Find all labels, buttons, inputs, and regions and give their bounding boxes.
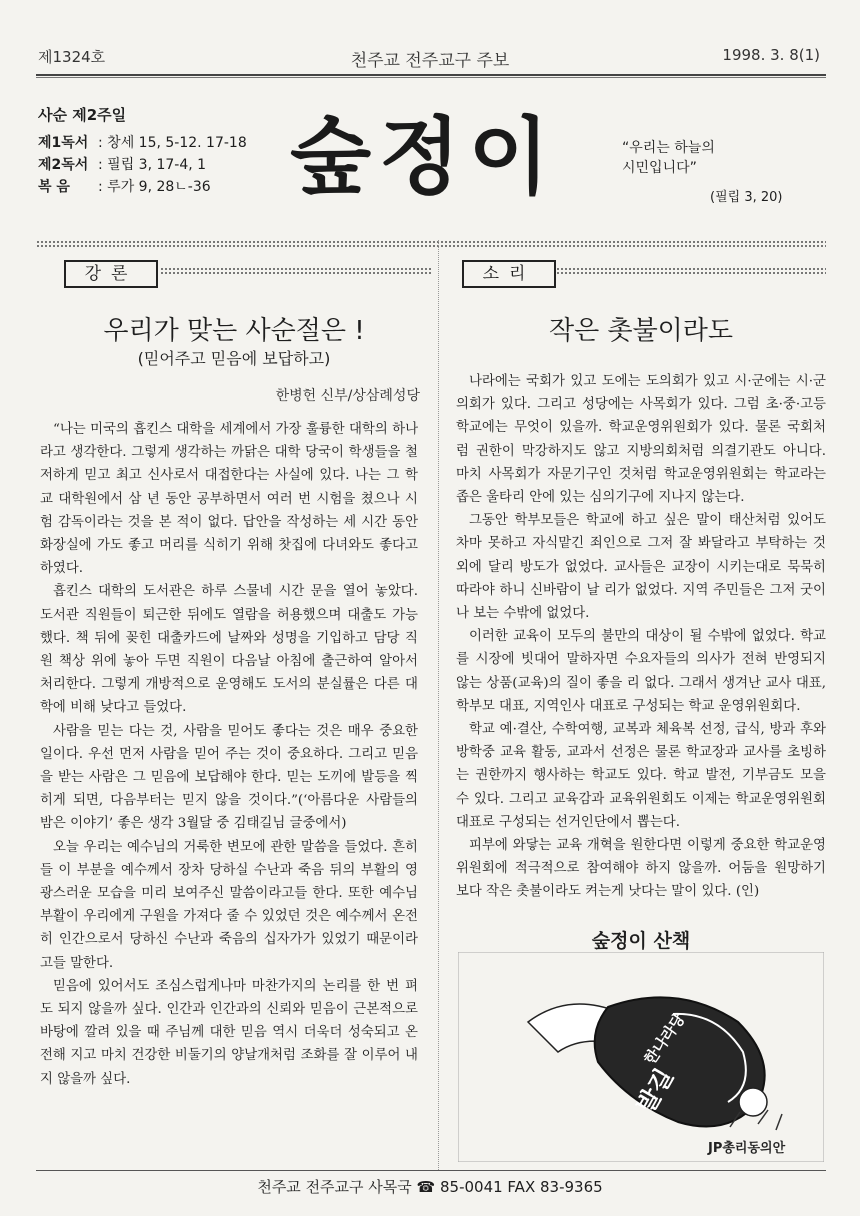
footer-rule xyxy=(36,1170,826,1171)
footer-contact: 천주교 전주교구 사목국 ☎ 85-0041 FAX 83-9365 xyxy=(257,1178,603,1196)
voice-title: 작은 촛불이라도 xyxy=(548,316,734,346)
homily-paragraph: 흡킨스 대학의 도서관은 하루 스물네 시간 문을 열어 놓았다. 도서관 직원들이 퇴근한 뒤에도 열람을 허용했으며 대출도 가능했다. 책 뒤에 꽂힌 대출카드에 날짜와 성명을 기입하고 담당 직원 책상 위에 놓아 두면 직원이 다음날 아침에 출근하여 알아서 처리한다. 그렇게 개방적으로 운영해도 도서의 분실률은 다른 대학에 비해 낮다고 들었다. xyxy=(40,584,418,716)
homily-title: 우리가 맞는 사순절은 ! xyxy=(103,316,365,346)
issue-date: 1998. 3. 8(1) xyxy=(722,46,820,64)
shoe-label: 한나라당 xyxy=(640,1010,689,1068)
left-tag-dots xyxy=(160,267,432,275)
gospel-label: 복 음 xyxy=(38,179,70,195)
second-reading-ref: : 필립 3, 17-4, 1 xyxy=(98,157,207,173)
homily-subtitle: (믿어주고 믿음에 보답하고) xyxy=(137,349,331,368)
section-tag-voice: 소리 xyxy=(462,260,556,288)
homily-paragraph: 사람을 믿는 다는 것, 사람을 믿어도 좋다는 것은 매우 중요한 일이다. 우선 먼저 사람을 믿어 주는 것이 중요하다. 그리고 믿음을 받는 사람은 그 믿음에 보답해야 한다. 믿는 도끼에 발등을 찍히게 되면, 다음부터는 믿지 않을 것이다.”(‘아름다운 사람들의 밤은 이야기’ 좋은 생각 3월달 중 김태길님 글중에서) xyxy=(40,723,418,832)
voice-body xyxy=(456,370,826,904)
masthead-title: 숲정이 xyxy=(290,108,558,206)
voice-paragraph: 피부에 와닿는 교육 개혁을 원한다면 이렇게 중요한 학교운영위원회에 적극적으로 참여해야 하지 않을까. 어둠을 원망하기 보다 작은 촛불이라도 켜는게 낫다는 말이 있다. (인) xyxy=(456,838,826,900)
right-tag-dots xyxy=(556,267,826,275)
sole-label: 발길 xyxy=(631,1063,679,1118)
cartoon-caption: JP총리동의안 xyxy=(708,1141,786,1156)
masthead-motto xyxy=(622,138,715,178)
homily-author: 한병헌 신부/상삼례성당 xyxy=(275,388,420,404)
first-reading-ref: : 창세 15, 5-12. 17-18 xyxy=(98,135,247,151)
homily-paragraph: 오늘 우리는 예수님의 거룩한 변모에 관한 말씀을 들었다. 흔히들 이 부분을 예수께서 장차 당하실 수난과 죽음 뒤의 부활의 영광스러운 모습을 미리 보여주신 말씀이라고들 한다. 또한 예수님 부활이 우리에게 구원을 가져다 줄 수 있었던 것은 예수께서 온전히 인간으로서 당하신 수난과 죽음의 십자가가 있었기 때문이라고들 말한다. xyxy=(40,839,418,971)
motto-line-2: 시민입니다” xyxy=(622,160,697,176)
first-reading xyxy=(38,132,247,154)
column-divider xyxy=(438,240,439,1170)
liturgical-week: 사순 제2주일 xyxy=(38,106,127,124)
publication-name: 천주교 전주교구 주보 xyxy=(350,51,510,71)
squashed-figure-head xyxy=(739,1088,767,1116)
voice-paragraph: 그동안 학부모들은 학교에 하고 싶은 말이 태산처럼 있어도 차마 못하고 자식맡긴 죄인으로 그저 잘 봐달라고 부탁하는 것외에 달리 방도가 없었다. 교사들은 교장이 시키는대로 묵묵히 따라야 하니 신바람이 날 리가 없었다. 지역 주민들은 그저 굿이나 보는 수밖에 없었다. xyxy=(456,513,826,622)
homily-body xyxy=(40,418,418,1091)
shoe-cartoon xyxy=(458,952,824,1162)
homily-paragraph: 믿음에 있어서도 조심스럽게나마 마찬가지의 논리를 한 번 펴도 되지 않을까 싶다. 인간과 인간과의 신뢰와 믿음이 근본적으로 바탕에 깔려 있을 때 주님께 대한 믿음 역시 더욱더 성숙되고 온전해 지고 마치 건강한 비둘기의 양날개처럼 조화를 잘 이루어 내지 않을까 싶다. xyxy=(40,978,418,1087)
section-tag-homily: 강론 xyxy=(64,260,158,288)
cartoon-section-title: 숲정이 산책 xyxy=(591,930,691,952)
second-reading xyxy=(38,154,247,176)
gospel-reading xyxy=(38,176,247,198)
voice-paragraph: 이러한 교육이 모두의 불만의 대상이 될 수밖에 없었다. 학교를 시장에 빗대어 말하자면 수요자들의 의사가 전혀 반영되지 않는 상품(교육)의 질이 좋을 리 없다. 그래서 생겨난 교사 대표, 학부모 대표, 지역인사 대표로 구성되는 학교 운영위원회다. xyxy=(456,629,826,714)
header-rule-thin xyxy=(36,77,826,78)
voice-paragraph: 학교 예·결산, 수학여행, 교복과 체육복 선정, 급식, 방과 후와 방학중 교육 활동, 교과서 선정은 물론 학교장과 교사를 초빙하는 권한까지 행사하는 학교도 있다. 학교 발전, 기부금도 모을 수 있다. 그리고 교육감과 교육위원회도 이제는 학교운영위원회 대표로 구성되는 선거인단에서 뽑는다. xyxy=(456,722,826,830)
motto-line-1: “우리는 하늘의 xyxy=(622,140,715,156)
second-reading-label: 제2독서 xyxy=(38,157,89,173)
motto-reference: (필립 3, 20) xyxy=(710,190,783,205)
issue-number: 제1324호 xyxy=(38,48,106,66)
dotted-divider xyxy=(36,240,826,248)
header-rule xyxy=(36,74,826,76)
voice-paragraph: 나라에는 국회가 있고 도에는 도의회가 있고 시·군에는 시·군의회가 있다. 그리고 성당에는 사목회가 있다. 그럼 초·중·고등학교에는 무엇이 있을까. 학교운영위원회가 있다. 물론 국회처럼 권한이 막강하지도 않고 지방의회처럼 의결기관도 아니다. 마치 사목회가 자문기구인 것처럼 학교운영위원회는 학교라는 좁은 울타리 안에 있는 심의기구에 지나지 않는다. xyxy=(456,374,826,506)
readings-box xyxy=(38,104,247,198)
gospel-ref: : 루가 9, 28ㄴ-36 xyxy=(98,179,211,195)
homily-paragraph: “나는 미국의 흡킨스 대학을 세계에서 가장 훌륭한 대학의 하나라고 생각한다. 그렇게 생각하는 까닭은 대학 당국이 학생들을 철저하게 믿고 최고 신사로서 대접한다는 사실에 있다. 나는 그 학교 대학원에서 삼 년 동안 공부하면서 여러 번 시험을 쳤으나 시험 감독이라는 것을 본 적이 없다. 답안을 작성하는 세 시간 동안 화장실에 가도 좋고 머리를 식히기 위해 찻집에 다녀와도 좋다고 하였다. xyxy=(40,422,418,577)
first-reading-label: 제1독서 xyxy=(38,135,89,151)
